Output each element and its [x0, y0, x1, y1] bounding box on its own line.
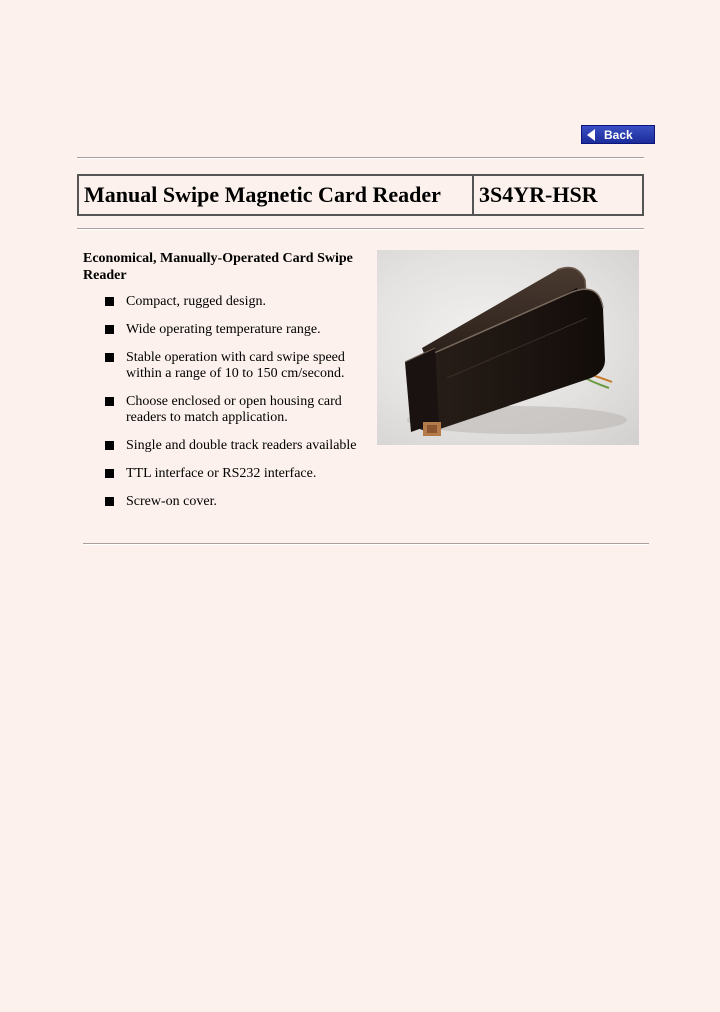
- feature-text: Single and double track readers available: [126, 438, 357, 453]
- square-bullet-icon: [105, 297, 114, 306]
- model-number: 3S4YR-HSR: [479, 182, 598, 207]
- square-bullet-icon: [105, 469, 114, 478]
- square-bullet-icon: [105, 497, 114, 506]
- section-subtitle: Economical, Manually-Operated Card Swipe Reader: [83, 251, 353, 283]
- feature-text: TTL interface or RS232 interface.: [126, 466, 317, 481]
- list-item: [105, 466, 373, 482]
- square-bullet-icon: [105, 397, 114, 406]
- list-item: [105, 294, 373, 310]
- feature-text: Stable operation with card swipe speed within a range of 10 to 150 cm/second.: [126, 350, 345, 381]
- square-bullet-icon: [105, 441, 114, 450]
- square-bullet-icon: [105, 325, 114, 334]
- back-button-label: Back: [604, 127, 633, 142]
- top-divider: [77, 157, 644, 159]
- list-item: [105, 394, 373, 426]
- back-arrow-icon: [587, 129, 595, 141]
- feature-text: Wide operating temperature range.: [126, 322, 321, 337]
- bottom-divider: [83, 543, 649, 545]
- list-item: [105, 322, 373, 338]
- feature-section: [83, 250, 373, 522]
- back-button[interactable]: [581, 125, 655, 144]
- feature-text: Compact, rugged design.: [126, 294, 266, 309]
- feature-list: [83, 294, 373, 510]
- feature-text: Choose enclosed or open housing card readers to match application.: [126, 394, 342, 425]
- product-photo: [377, 250, 639, 445]
- feature-text: Screw-on cover.: [126, 494, 217, 509]
- list-item: [105, 494, 373, 510]
- square-bullet-icon: [105, 353, 114, 362]
- card-reader-illustration: [377, 250, 639, 445]
- list-item: [105, 438, 373, 454]
- list-item: [105, 350, 373, 382]
- product-name: Manual Swipe Magnetic Card Reader: [79, 176, 474, 214]
- title-table: [77, 174, 644, 216]
- title-divider: [77, 228, 644, 230]
